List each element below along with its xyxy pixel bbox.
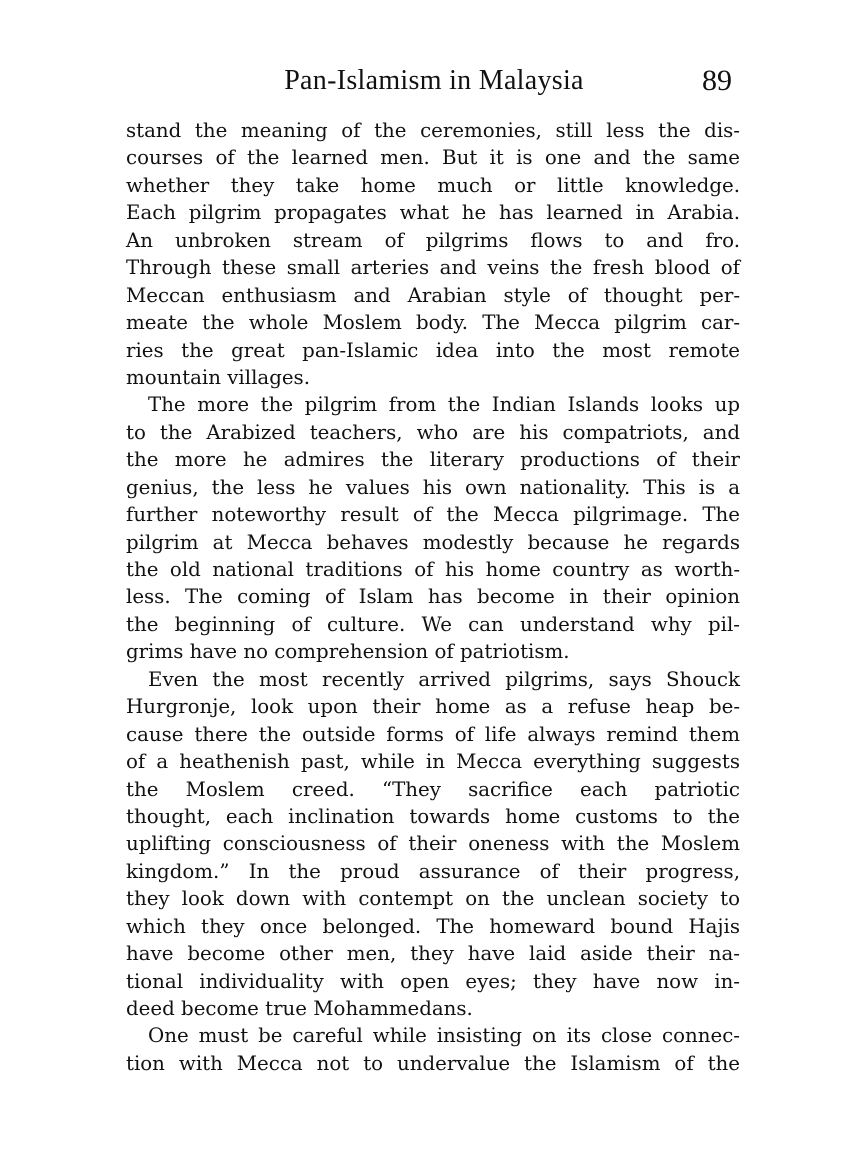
text-line: tional individuality with open eyes; they have now in-	[126, 969, 740, 993]
text-line: Each pilgrim propagates what he has learned in Arabia.	[126, 201, 740, 225]
text-line: Through these small arteries and veins the fresh blood of	[126, 256, 740, 280]
text-line: Hurgronje, look upon their home as a refuse heap be-	[126, 695, 740, 719]
text-line: Even the most recently arrived pilgrims, says Shouck	[148, 667, 740, 691]
text-line: mountain villages.	[126, 365, 311, 389]
text-line: meate the whole Moslem body. The Mecca pilgrim car-	[126, 311, 740, 335]
text-line: have become other men, they have laid aside their na-	[126, 942, 740, 966]
text-line: they look down with contempt on the unclean society to	[126, 887, 740, 911]
running-title: Pan-Islamism in Malaysia	[284, 65, 584, 96]
paragraph-4	[126, 1022, 740, 1077]
text-line: One must be careful while insisting on its close connec-	[148, 1024, 740, 1048]
text-line: An unbroken stream of pilgrims flows to and fro.	[126, 228, 740, 252]
text-line: thought, each inclination towards home customs to the	[126, 804, 740, 828]
text-line: grims have no comprehension of patriotism.	[126, 640, 570, 664]
text-line: cause there the outside forms of life always remind them	[126, 722, 740, 746]
text-line: to the Arabized teachers, who are his compatriots, and	[126, 420, 740, 444]
paragraph-1	[126, 117, 740, 391]
text-line: less. The coming of Islam has become in their opinion	[126, 585, 740, 609]
text-line: the old national traditions of his home country as worth-	[126, 558, 740, 581]
running-head	[128, 62, 740, 102]
text-line: the Moslem creed. “They sacrifice each patriotic	[126, 777, 740, 801]
text-line: The more the pilgrim from the Indian Islands looks up	[148, 393, 740, 417]
body-text	[126, 117, 740, 1077]
text-line: the more he admires the literary productions of their	[126, 448, 740, 472]
text-line: ries the great pan-Islamic idea into the most remote	[126, 338, 740, 362]
text-line: courses of the learned men. But it is one and the same	[126, 146, 740, 170]
text-line: tion with Mecca not to undervalue the Islamism of the	[126, 1051, 740, 1075]
text-line: uplifting consciousness of their oneness with the Moslem	[126, 832, 740, 856]
text-line: deed become true Mohammedans.	[126, 997, 473, 1020]
text-line: stand the meaning of the ceremonies, still less the dis-	[126, 119, 740, 142]
text-line: Meccan enthusiasm and Arabian style of thought per-	[126, 283, 740, 307]
text-line: which they once belonged. The homeward bound Hajis	[126, 914, 740, 938]
text-line: kingdom.” In the proud assurance of their progress,	[126, 859, 740, 883]
text-line: of a heathenish past, while in Mecca everything suggests	[126, 750, 740, 774]
text-line: the beginning of culture. We can understand why pil-	[126, 612, 740, 636]
text-line: pilgrim at Mecca behaves modestly because he regards	[126, 530, 740, 554]
paragraph-2	[126, 391, 740, 665]
text-line: genius, the less he values his own nationality. This is a	[126, 475, 740, 499]
text-line: further noteworthy result of the Mecca pilgrimage. The	[126, 503, 740, 527]
text-line: whether they take home much or little knowledge.	[126, 173, 740, 197]
page-number: 89	[702, 64, 732, 97]
paragraph-3	[126, 666, 740, 1023]
